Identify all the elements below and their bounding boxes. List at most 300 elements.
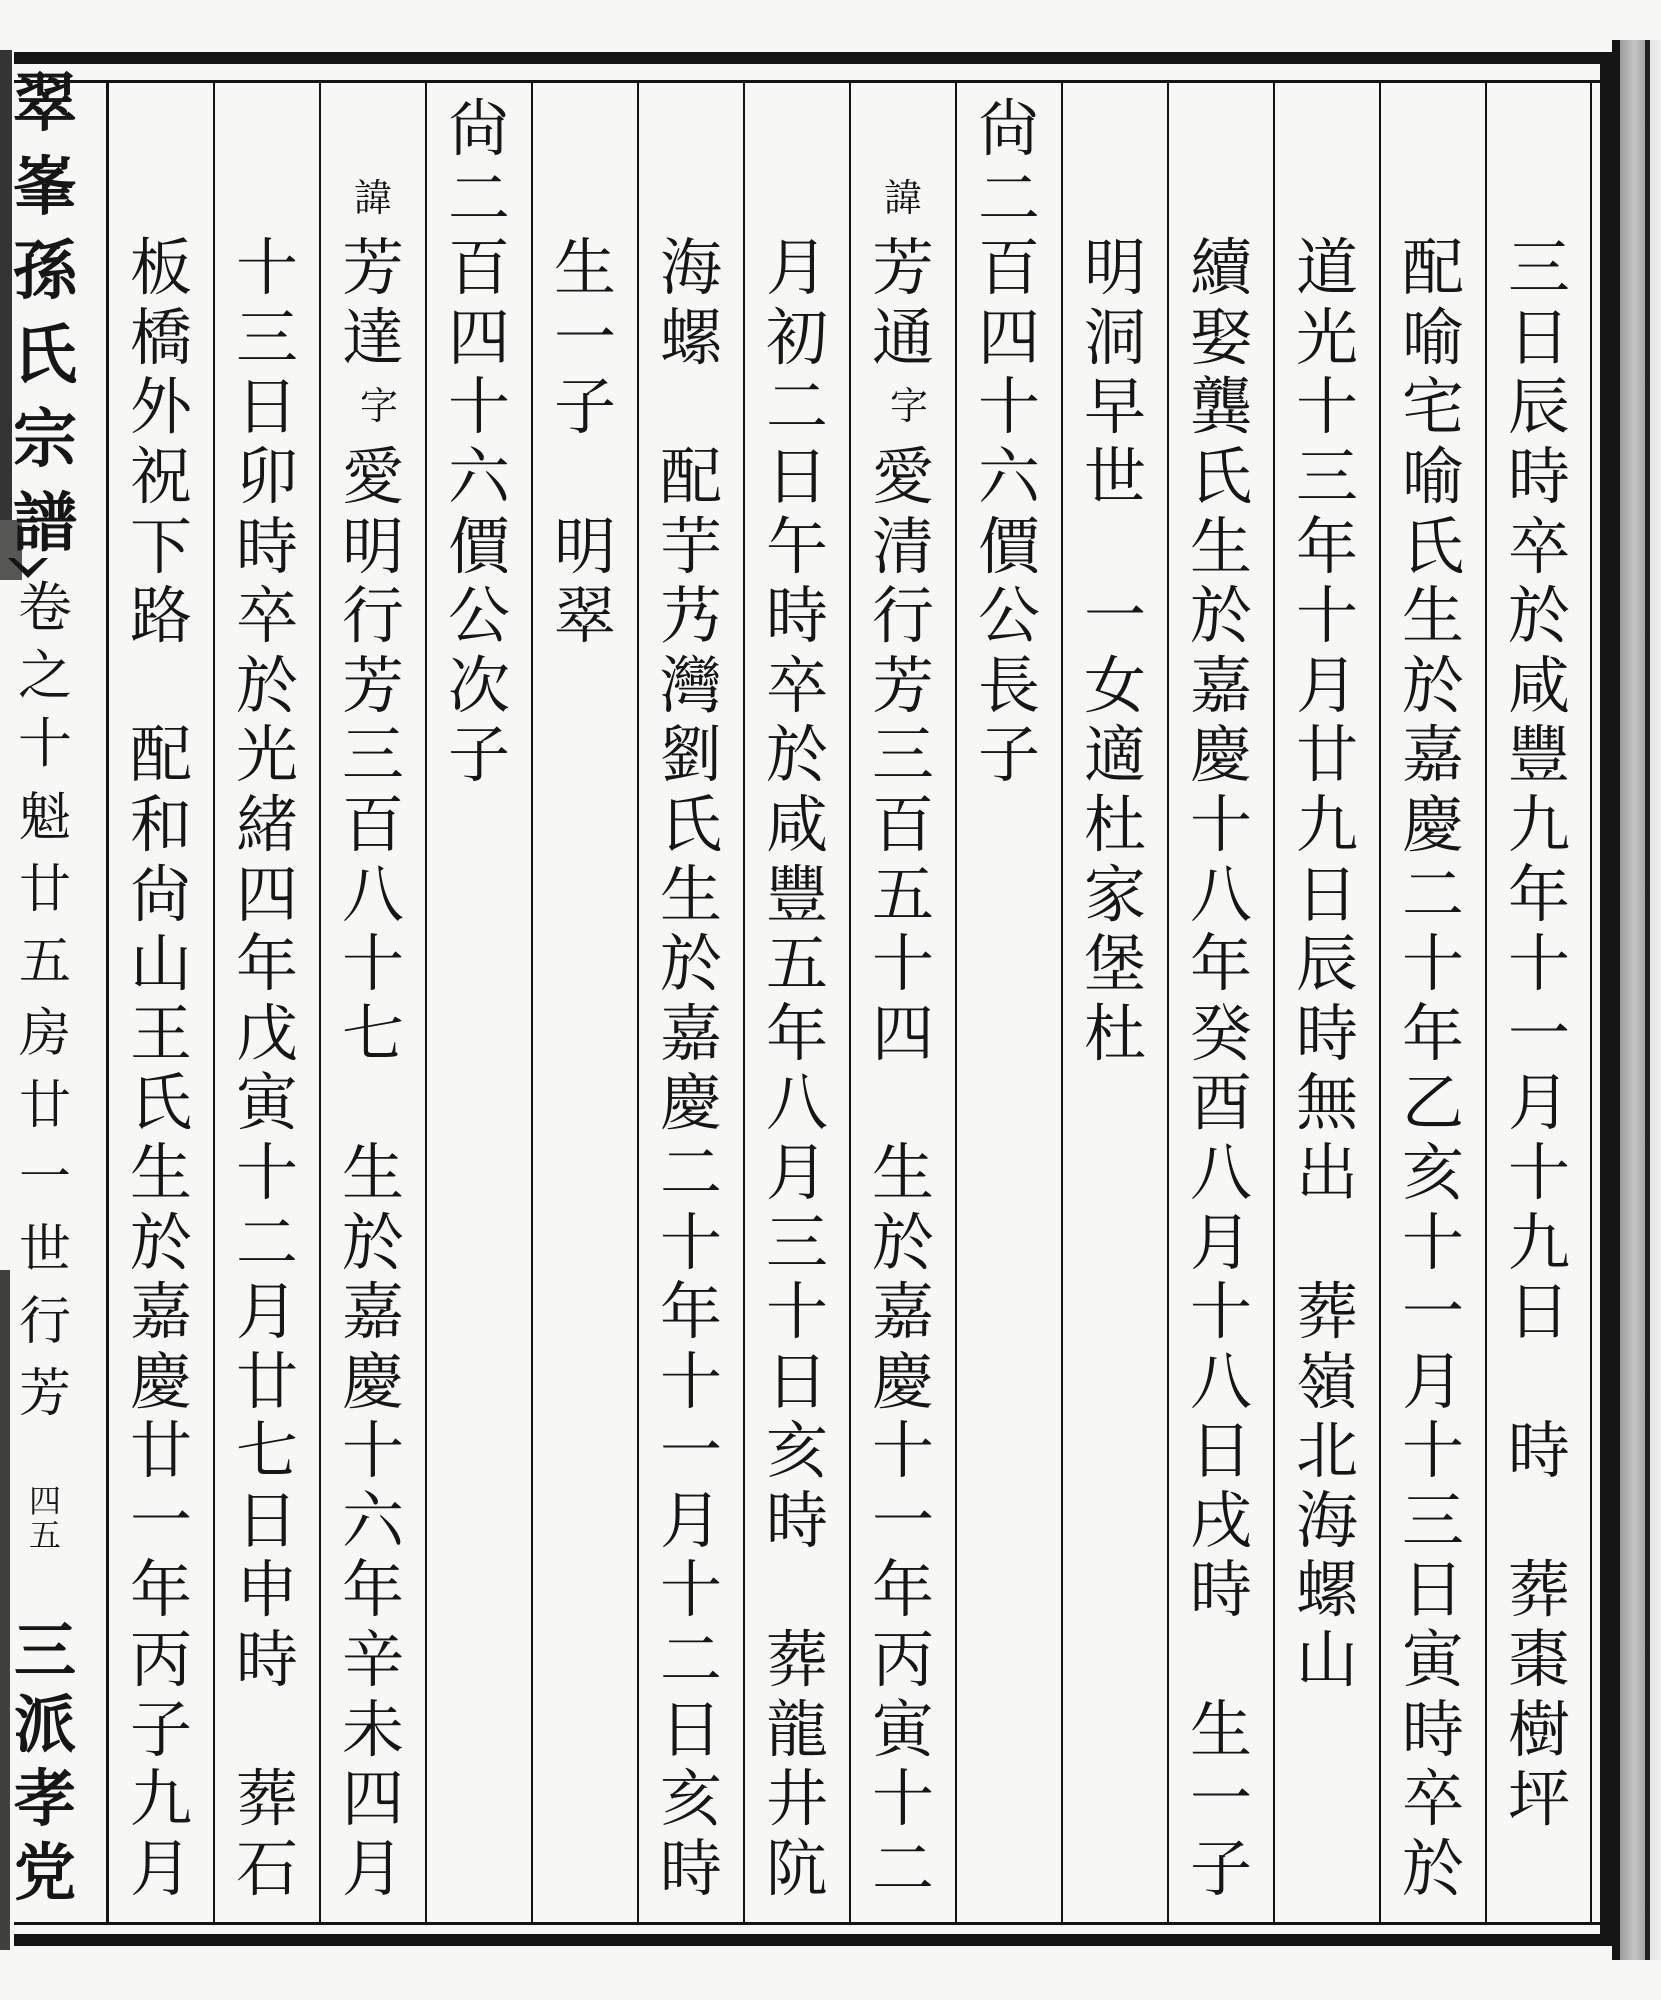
character: 二 [765, 370, 828, 444]
character: 堡 [1083, 927, 1146, 1001]
character: 二 [235, 1205, 298, 1279]
blank-cell [214, 1695, 320, 1765]
character: 四 [447, 300, 510, 374]
character: 五 [765, 927, 828, 1001]
column-text [1168, 233, 1274, 1903]
character: 喻 [1401, 300, 1464, 374]
character: 於 [659, 927, 722, 1001]
character: 八 [341, 857, 404, 931]
character: 一 [129, 1483, 192, 1557]
column-text [1380, 233, 1486, 1903]
taboo-name-label [320, 164, 426, 234]
character: 譜 [13, 486, 77, 561]
character: 年 [1189, 927, 1252, 1001]
character: 日 [765, 1344, 828, 1418]
column-text [1062, 233, 1168, 1068]
character: 十 [871, 927, 934, 1001]
character: 五 [28, 1516, 61, 1554]
character: 亥 [659, 1762, 722, 1836]
character: 時 [659, 1831, 722, 1905]
character: 次 [447, 648, 510, 722]
character: 愛 [341, 439, 404, 513]
character: 行 [871, 579, 934, 653]
character: 子 [553, 370, 616, 444]
character: 一 [1189, 1762, 1252, 1836]
character: 十 [871, 1762, 934, 1836]
character: 道 [1295, 231, 1358, 305]
text-column-4 [1168, 233, 1274, 1903]
character: 九 [1295, 787, 1358, 861]
character: 咸 [1507, 648, 1570, 722]
character: 年 [1295, 509, 1358, 583]
character: 三 [1507, 231, 1570, 305]
character: 橋 [129, 300, 192, 374]
volume-label [2, 574, 88, 778]
character: 辛 [341, 1623, 404, 1697]
text-column-13 [214, 233, 320, 1903]
character: 十 [1401, 927, 1464, 1001]
character: 配 [129, 718, 192, 792]
character: 戌 [1189, 1483, 1252, 1557]
character: 山 [129, 927, 192, 1001]
character: 山 [1295, 1623, 1358, 1697]
character: 廿 [18, 860, 71, 920]
text-column-14 [108, 233, 214, 1903]
blank-cell [1274, 1208, 1380, 1278]
character: 十 [235, 1135, 298, 1209]
character: 洞 [1083, 300, 1146, 374]
right-border-thick [1600, 52, 1612, 1946]
character: 價 [447, 509, 510, 583]
character: 孝 [13, 1762, 76, 1835]
character: 生 [129, 1135, 192, 1209]
character: 八 [1189, 857, 1252, 931]
character: 一 [871, 1483, 934, 1557]
character: 公 [977, 579, 1040, 653]
character: 長 [977, 648, 1040, 722]
character: 初 [765, 300, 828, 374]
character: 龍 [765, 1692, 828, 1766]
character: 葬 [1295, 1275, 1358, 1349]
character: 通 [871, 300, 934, 374]
character: 時 [235, 509, 298, 583]
character: 於 [1189, 579, 1252, 653]
column-text [108, 233, 214, 1903]
character: 三 [13, 1614, 76, 1687]
character: 咸 [765, 787, 828, 861]
character: 樹 [1507, 1692, 1570, 1766]
character: 酉 [1189, 1066, 1252, 1140]
character: 月 [1189, 1205, 1252, 1279]
character: 清 [871, 509, 934, 583]
character: 早 [1083, 370, 1146, 444]
blank-cell [1486, 1486, 1592, 1556]
character: 芳 [341, 648, 404, 722]
character: 日 [1295, 857, 1358, 931]
character: 嘉 [1401, 718, 1464, 792]
character: 申 [235, 1553, 298, 1627]
branch-label [2, 1614, 88, 1910]
character: 於 [129, 1205, 192, 1279]
text-column-11 [426, 94, 532, 790]
character: 慶 [659, 1066, 722, 1140]
character: 氏 [1189, 439, 1252, 513]
character: 葬 [1507, 1553, 1570, 1627]
character: 葬 [235, 1762, 298, 1836]
character: 和 [129, 787, 192, 861]
character: 百 [871, 787, 934, 861]
character: 杜 [1083, 996, 1146, 1070]
character: 宗 [13, 402, 77, 477]
character: 峯 [13, 150, 77, 225]
character: 十 [765, 1275, 828, 1349]
character: 日 [235, 1483, 298, 1557]
spine-volume [2, 574, 88, 778]
character: 於 [871, 1205, 934, 1279]
bottom-border-thick [14, 1934, 1612, 1946]
character: 一 [553, 300, 616, 374]
character: 灣 [659, 648, 722, 722]
character: 十 [1401, 1414, 1464, 1488]
character: 翠 [553, 579, 616, 653]
character: 六 [341, 1483, 404, 1557]
character: 芳 [18, 1364, 71, 1424]
character: 百 [447, 231, 510, 305]
character: 時 [1507, 439, 1570, 513]
character: 十 [447, 370, 510, 444]
character: 日 [235, 370, 298, 444]
character: 日 [1507, 300, 1570, 374]
character: 無 [1295, 1066, 1358, 1140]
column-text [532, 233, 638, 651]
character: 年 [341, 1553, 404, 1627]
character: 石 [235, 1831, 298, 1905]
character: 年 [765, 996, 828, 1070]
character: 寅 [1401, 1623, 1464, 1697]
character: 戊 [235, 996, 298, 1070]
character: 杜 [1083, 787, 1146, 861]
character: 家 [1083, 857, 1146, 931]
character: 五 [871, 857, 934, 931]
character: 子 [977, 718, 1040, 792]
character: 世 [1083, 439, 1146, 513]
character: 世 [18, 1220, 71, 1280]
character: 十 [977, 370, 1040, 444]
character: 廿 [235, 1344, 298, 1418]
character: 廿 [1295, 718, 1358, 792]
character: 宅 [1401, 370, 1464, 444]
character: 嘉 [871, 1275, 934, 1349]
character: 生 [1401, 579, 1464, 653]
character: 日 [1507, 1275, 1570, 1349]
character: 二 [659, 1623, 722, 1697]
character: 十 [235, 231, 298, 305]
character: 一 [659, 1414, 722, 1488]
text-column-1 [1486, 233, 1592, 1834]
character: 下 [129, 509, 192, 583]
character: 葬 [765, 1623, 828, 1697]
character: 十 [1295, 370, 1358, 444]
character: 慶 [1189, 718, 1252, 792]
character: 阬 [765, 1831, 828, 1905]
blank-cell [638, 372, 744, 442]
character: 未 [341, 1692, 404, 1766]
character: 三 [871, 718, 934, 792]
character: 辰 [1507, 370, 1570, 444]
character: 月 [1295, 648, 1358, 722]
character: 艿 [659, 579, 722, 653]
character: 派 [13, 1688, 76, 1761]
character: 價 [977, 509, 1040, 583]
character: 十 [341, 927, 404, 1001]
column-text [1274, 231, 1380, 1697]
character: 適 [1083, 718, 1146, 792]
character: 十 [659, 1553, 722, 1627]
character: 光 [235, 718, 298, 792]
character: 字 [359, 384, 398, 429]
character: 年 [129, 1553, 192, 1627]
character: 百 [977, 231, 1040, 305]
character: 一 [1507, 996, 1570, 1070]
blank-cell [532, 442, 638, 512]
column-text [1486, 233, 1592, 1834]
column-text [320, 439, 426, 1905]
character: 十 [659, 1344, 722, 1418]
character: 續 [1189, 231, 1252, 305]
character: 諱 [353, 175, 392, 220]
character: 子 [1189, 1831, 1252, 1905]
character: 亥 [1401, 1135, 1464, 1209]
character: 喻 [1401, 439, 1464, 513]
character: 公 [447, 579, 510, 653]
character: 癸 [1189, 996, 1252, 1070]
text-column-2 [1380, 233, 1486, 1903]
character: 寅 [871, 1692, 934, 1766]
character: 十 [1507, 1135, 1570, 1209]
section-label [2, 782, 88, 1430]
character: 生 [553, 231, 616, 305]
character: 年 [1507, 857, 1570, 931]
blank-cell [1486, 1347, 1592, 1417]
character: 八 [1189, 1344, 1252, 1418]
character: 明 [1083, 231, 1146, 305]
character: 卯 [235, 439, 298, 513]
character: 時 [1189, 1553, 1252, 1627]
character: 慶 [1401, 787, 1464, 861]
character: 三 [341, 718, 404, 792]
character: 四 [871, 996, 934, 1070]
character: 井 [765, 1762, 828, 1836]
character: 海 [659, 231, 722, 305]
spine-section [2, 782, 88, 1430]
character: 豐 [1507, 718, 1570, 792]
character: 六 [447, 439, 510, 513]
character: 丙 [129, 1623, 192, 1697]
character: 子 [129, 1692, 192, 1766]
book-edge [1612, 40, 1661, 1960]
character: 於 [765, 718, 828, 792]
character: 二 [659, 1135, 722, 1209]
character: 螺 [1295, 1553, 1358, 1627]
character: 於 [1507, 579, 1570, 653]
character: 生 [341, 1135, 404, 1209]
character: 王 [129, 996, 192, 1070]
character: 行 [341, 579, 404, 653]
character: 外 [129, 370, 192, 444]
character: 尙 [129, 857, 192, 931]
character: 卒 [1401, 1762, 1464, 1836]
character: 四 [977, 300, 1040, 374]
character: 芳 [871, 648, 934, 722]
blank-cell [1062, 512, 1168, 582]
character: 魁 [18, 788, 71, 848]
character: 配 [659, 439, 722, 513]
character: 二 [871, 1831, 934, 1905]
text-column-3 [1274, 231, 1380, 1697]
character: 月 [765, 231, 828, 305]
character: 諱 [883, 175, 922, 220]
character: 明 [341, 509, 404, 583]
column-text [744, 233, 850, 1903]
character: 板 [129, 231, 192, 305]
character: 十 [341, 1414, 404, 1488]
character: 生 [871, 1135, 934, 1209]
character: 時 [235, 1623, 298, 1697]
character: 龔 [1189, 370, 1252, 444]
character: 九 [1507, 787, 1570, 861]
character: 嘉 [1189, 648, 1252, 722]
text-column-12 [320, 164, 426, 1904]
character: 路 [129, 579, 192, 653]
character: 行 [18, 1292, 71, 1352]
character: 氏 [1401, 509, 1464, 583]
top-border-thin [14, 80, 1600, 83]
text-column-7 [850, 164, 956, 1904]
character: 日 [1401, 1553, 1464, 1627]
character: 三 [1295, 439, 1358, 513]
character: 日 [659, 1692, 722, 1766]
character: 嘉 [129, 1275, 192, 1349]
character: 月 [659, 1483, 722, 1557]
book-title [2, 62, 88, 566]
courtesy-name-label [320, 372, 426, 442]
character: 坪 [1507, 1762, 1570, 1836]
character: 時 [1401, 1692, 1464, 1766]
character: 卒 [765, 648, 828, 722]
character: 嘉 [659, 996, 722, 1070]
character: 嘉 [341, 1275, 404, 1349]
character: 四 [341, 1762, 404, 1836]
character: 之 [18, 644, 72, 707]
character: 子 [447, 718, 510, 792]
character: 九 [1507, 1205, 1570, 1279]
character: 時 [1295, 996, 1358, 1070]
character: 午 [765, 509, 828, 583]
character: 一 [1401, 1275, 1464, 1349]
character: 三 [765, 1205, 828, 1279]
character: 氏 [129, 1066, 192, 1140]
blank-cell [320, 1068, 426, 1138]
character: 明 [553, 509, 616, 583]
character: 百 [341, 787, 404, 861]
character: 尙 [977, 92, 1040, 165]
raised-heading [426, 94, 532, 790]
character: 愛 [871, 439, 934, 513]
character: 氏 [13, 318, 77, 393]
text-column-9 [638, 233, 744, 1903]
character: 出 [1295, 1135, 1358, 1209]
character: 二 [1401, 857, 1464, 931]
character: 劉 [659, 718, 722, 792]
character: 四 [235, 857, 298, 931]
character: 年 [1401, 996, 1464, 1070]
character: 房 [18, 1004, 71, 1064]
character: 生 [659, 857, 722, 931]
character: 生 [1189, 1692, 1252, 1766]
character: 五 [18, 932, 71, 992]
character: 生 [1189, 509, 1252, 583]
text-column-8 [744, 233, 850, 1903]
character: 二 [447, 161, 510, 235]
character: 二 [977, 161, 1040, 235]
courtesy-name-label [850, 372, 956, 442]
given-name [320, 233, 426, 372]
character: 豐 [765, 857, 828, 931]
character: 氏 [659, 787, 722, 861]
character: 孫 [13, 234, 77, 309]
character: 党 [13, 1836, 76, 1909]
bottom-border-thin [14, 1922, 1600, 1925]
character: 三 [235, 300, 298, 374]
text-column-10 [532, 233, 638, 651]
character: 寅 [235, 1066, 298, 1140]
character: 月 [1401, 1344, 1464, 1418]
character: 緒 [235, 787, 298, 861]
character: 月 [235, 1275, 298, 1349]
character: 十 [1189, 787, 1252, 861]
character: 廿 [18, 1076, 71, 1136]
spine-branch [2, 1614, 88, 1910]
column-text [850, 439, 956, 1905]
raised-heading [956, 94, 1062, 790]
character: 四 [28, 1482, 61, 1520]
text-column-5 [1062, 233, 1168, 1068]
blank-cell [1168, 1625, 1274, 1695]
character: 嶺 [1295, 1344, 1358, 1418]
character: 於 [341, 1205, 404, 1279]
character: 慶 [129, 1344, 192, 1418]
character: 丙 [871, 1623, 934, 1697]
blank-cell [108, 651, 214, 721]
character: 九 [129, 1762, 192, 1836]
character: 八 [1189, 1135, 1252, 1209]
character: 時 [765, 1483, 828, 1557]
character: 十 [871, 1414, 934, 1488]
spine-title [2, 62, 88, 566]
character: 一 [1083, 579, 1146, 653]
character: 祝 [129, 439, 192, 513]
character: 六 [977, 439, 1040, 513]
character: 螺 [659, 300, 722, 374]
character: 卒 [1507, 509, 1570, 583]
character: 北 [1295, 1414, 1358, 1488]
blank-cell [744, 1555, 850, 1625]
top-border-thick [14, 52, 1612, 64]
character: 慶 [341, 1344, 404, 1418]
character: 月 [129, 1831, 192, 1905]
character: 廿 [129, 1414, 192, 1488]
character: 配 [1401, 231, 1464, 305]
